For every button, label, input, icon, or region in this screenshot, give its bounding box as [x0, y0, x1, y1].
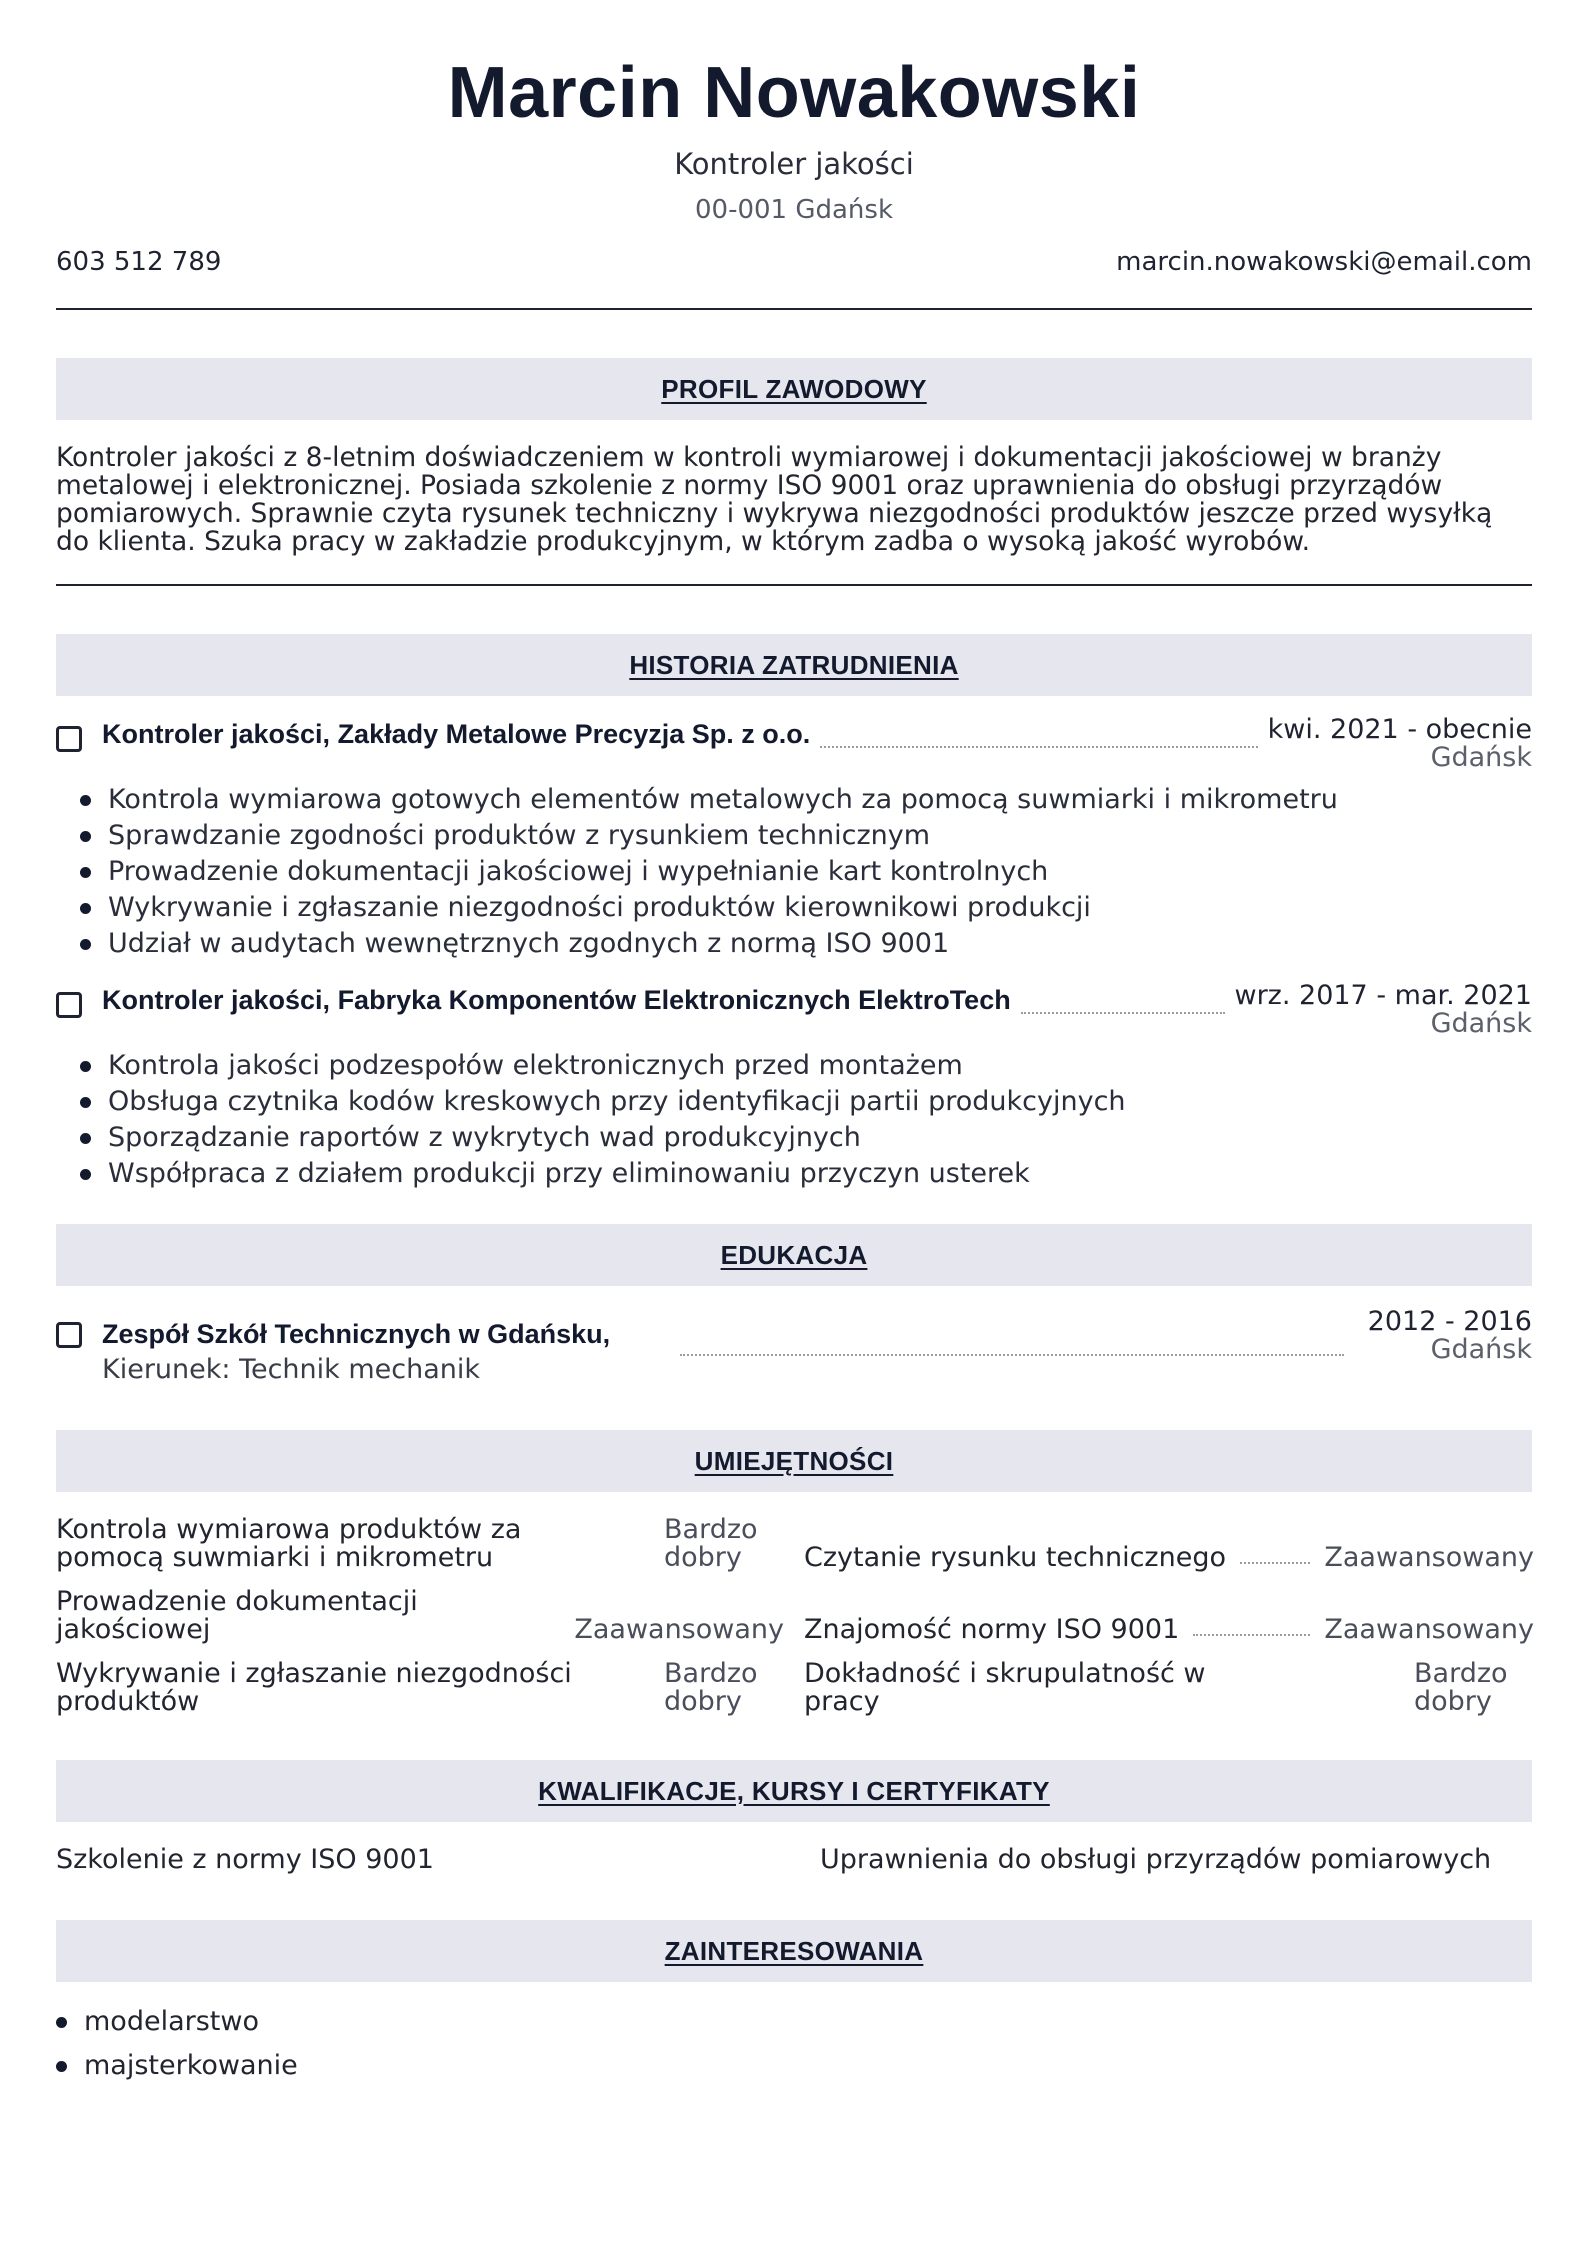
duty-list [56, 1048, 1532, 1192]
education-dates: 2012 - 2016 [1367, 1306, 1532, 1337]
checkbox-icon [56, 726, 82, 752]
section-header-certificates [56, 1760, 1532, 1822]
job-dates: wrz. 2017 - mar. 2021 [1234, 980, 1532, 1011]
section-title: KWALIFIKACJE, KURSY I CERTYFIKATY [538, 1775, 1050, 1806]
checkbox-icon [56, 992, 82, 1018]
candidate-address: 00-001 Gdańsk [694, 195, 894, 225]
section-title: HISTORIA ZATRUDNIENIA [629, 649, 959, 680]
leader-dots [1240, 1562, 1310, 1564]
skill-item [804, 1588, 1534, 1644]
list-item: Sporządzanie raportów z wykrytych wad produkcyjnych [56, 1120, 1532, 1156]
skill-item [804, 1516, 1534, 1572]
checkbox-icon [56, 1322, 82, 1348]
list-item: modelarstwo [56, 2000, 1532, 2044]
skill-level: Bardzo dobry [1414, 1658, 1508, 1717]
list-item: majsterkowanie [56, 2044, 1532, 2088]
education-city: Gdańsk [1430, 1334, 1532, 1365]
section-title: EDUKACJA [720, 1239, 868, 1270]
duty-list [56, 782, 1532, 962]
skill-name: Wykrywanie i zgłaszanie niezgodności produktów [56, 1658, 572, 1717]
list-item: Kontrola wymiarowa gotowych elementów metalowych za pomocą suwmiarki i mikrometru [56, 782, 1532, 818]
profile-summary: Kontroler jakości z 8-letnim doświadczeniem w kontroli wymiarowej i dokumentacji jakościowej w branży metalowej i elektronicznej. Posiada szkolenie z normy ISO 9001 oraz uprawnienia do obsługi przyrządów pomiarowych. Sprawnie czyta rysunek techniczny i wykrywa niezgodności produktów jeszcze przed wysyłką do klienta. Szuka pracy w zakładzie produkcyjnym, w którym zadba o wysoką jakość wyrobów. [56, 442, 1493, 557]
leader-dots [1021, 982, 1225, 1014]
list-item: Udział w audytach wewnętrznych zgodnych z normą ISO 9001 [56, 926, 1532, 962]
section-header-interests [56, 1920, 1532, 1982]
section-title: UMIEJĘTNOŚCI [694, 1445, 894, 1476]
candidate-job-title: Kontroler jakości [674, 147, 914, 181]
list-item: Prowadzenie dokumentacji jakościowej i wypełnianie kart kontrolnych [56, 854, 1532, 890]
skill-name: Prowadzenie dokumentacji jakościowej [56, 1586, 418, 1645]
skill-name: Kontrola wymiarowa produktów za pomocą suwmiarki i mikrometru [56, 1514, 522, 1573]
leader-dots [820, 716, 1257, 748]
email-address: marcin.nowakowski@email.com [1116, 247, 1532, 277]
list-item: Kontrola jakości podzespołów elektronicznych przed montażem [56, 1048, 1532, 1084]
candidate-name: Marcin Nowakowski [447, 53, 1141, 133]
job-title: Kontroler jakości, Fabryka Komponentów Elektronicznych ElektroTech [102, 985, 1011, 1015]
skills-grid [56, 1516, 1532, 1716]
job-entry [56, 716, 1532, 962]
leader-dots [1193, 1634, 1310, 1636]
section-title: PROFIL ZAWODOWY [661, 373, 927, 404]
school-name: Zespół Szkół Technicznych w Gdańsku, [102, 1319, 611, 1349]
skill-item [56, 1516, 784, 1572]
interests-list [56, 2000, 1532, 2088]
list-item: Współpraca z działem produkcji przy eliminowaniu przyczyn usterek [56, 1156, 1532, 1192]
job-dates: kwi. 2021 - obecnie [1267, 714, 1532, 745]
skill-item [804, 1660, 1534, 1716]
certificates-row [56, 1842, 1532, 1878]
section-header-employment [56, 634, 1532, 696]
skill-name: Znajomość normy ISO 9001 [804, 1614, 1180, 1645]
skill-level: Zaawansowany [1324, 1542, 1534, 1573]
section-header-profile [56, 358, 1532, 420]
divider [56, 584, 1532, 586]
skill-level: Zaawansowany [1324, 1614, 1534, 1645]
certificate-item: Uprawnienia do obsługi przyrządów pomiarowych [820, 1844, 1492, 1875]
leader-dots [680, 1308, 1344, 1356]
skill-name: Czytanie rysunku technicznego [804, 1542, 1226, 1573]
contact-row [56, 246, 1532, 278]
list-item: Wykrywanie i zgłaszanie niezgodności produktów kierownikowi produkcji [56, 890, 1532, 926]
skill-item [56, 1588, 784, 1644]
job-city: Gdańsk [1430, 1008, 1532, 1039]
job-title: Kontroler jakości, Zakłady Metalowe Precyzja Sp. z o.o. [102, 719, 811, 749]
section-title: ZAINTERESOWANIA [664, 1935, 924, 1966]
job-entry [56, 982, 1532, 1192]
job-city: Gdańsk [1430, 742, 1532, 773]
certificate-item: Szkolenie z normy ISO 9001 [56, 1844, 434, 1875]
field-of-study: Kierunek: Technik mechanik [102, 1354, 481, 1385]
divider [56, 308, 1532, 310]
skill-level: Bardzo dobry [664, 1514, 758, 1573]
list-item: Obsługa czytnika kodów kreskowych przy identyfikacji partii produkcyjnych [56, 1084, 1532, 1120]
section-header-education [56, 1224, 1532, 1286]
skill-level: Zaawansowany [574, 1614, 784, 1645]
skill-item [56, 1660, 784, 1716]
section-header-skills [56, 1430, 1532, 1492]
skill-level: Bardzo dobry [664, 1658, 758, 1717]
list-item: Sprawdzanie zgodności produktów z rysunkiem technicznym [56, 818, 1532, 854]
education-entry [56, 1308, 1532, 1388]
skill-name: Dokładność i skrupulatność w pracy [804, 1658, 1206, 1717]
phone-number: 603 512 789 [56, 247, 222, 277]
